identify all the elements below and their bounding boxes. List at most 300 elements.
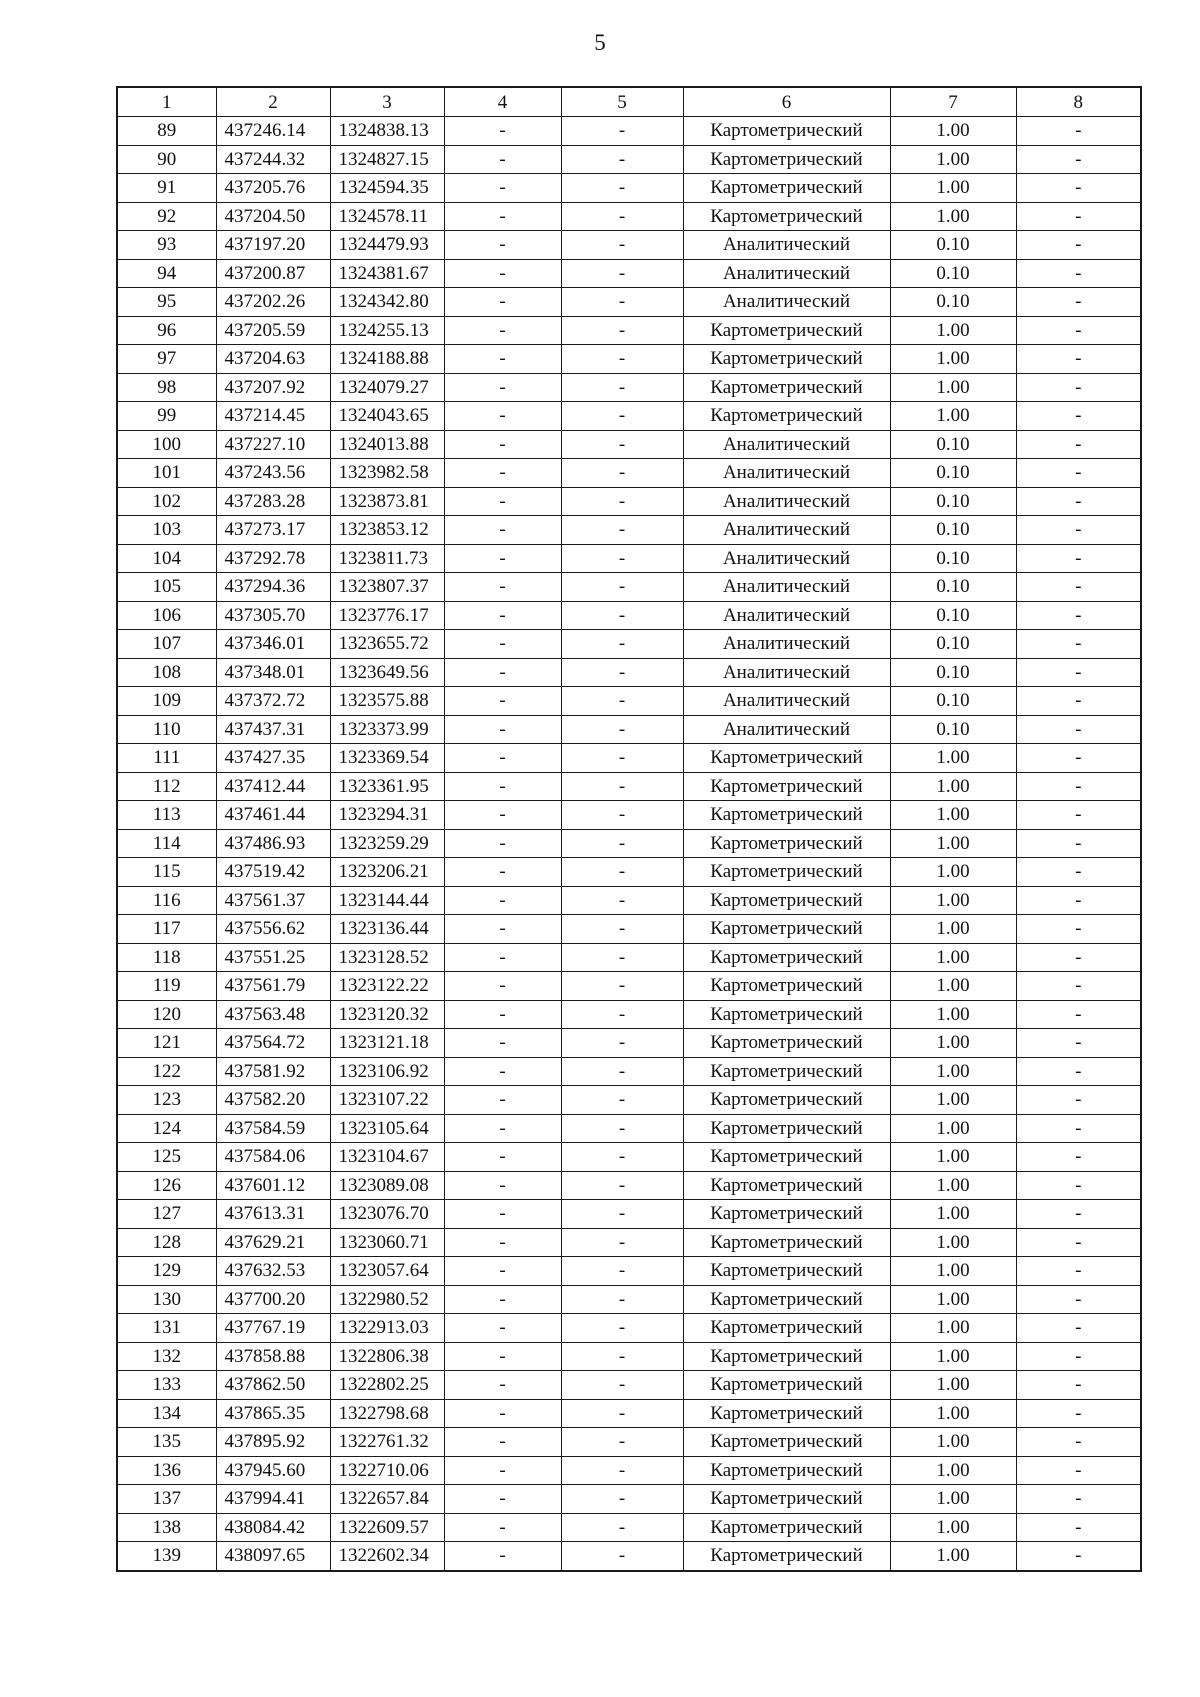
accuracy-cell: 1.00 (890, 145, 1016, 174)
column-8-cell: - (1016, 1542, 1141, 1571)
column-4-cell: - (444, 1057, 561, 1086)
y-coordinate-cell: 1323294.31 (330, 801, 444, 830)
point-number-cell: 121 (117, 1029, 216, 1058)
column-4-cell: - (444, 1171, 561, 1200)
column-4-cell: - (444, 1285, 561, 1314)
table-row (117, 259, 1141, 288)
column-8-cell: - (1016, 1057, 1141, 1086)
point-number-cell: 114 (117, 829, 216, 858)
x-coordinate-cell: 437865.35 (216, 1399, 330, 1428)
y-coordinate-cell: 1324255.13 (330, 316, 444, 345)
column-4-cell: - (444, 943, 561, 972)
column-5-cell: - (561, 174, 683, 203)
accuracy-cell: 0.10 (890, 259, 1016, 288)
column-4-cell: - (444, 1200, 561, 1229)
accuracy-cell: 0.10 (890, 459, 1016, 488)
table-row (117, 402, 1141, 431)
accuracy-cell: 1.00 (890, 316, 1016, 345)
point-number-cell: 113 (117, 801, 216, 830)
column-4-cell: - (444, 544, 561, 573)
column-8-cell: - (1016, 117, 1141, 146)
y-coordinate-cell: 1322798.68 (330, 1399, 444, 1428)
method-cell: Аналитический (683, 430, 890, 459)
x-coordinate-cell: 437244.32 (216, 145, 330, 174)
table-row (117, 1000, 1141, 1029)
column-5-cell: - (561, 630, 683, 659)
point-number-cell: 96 (117, 316, 216, 345)
column-4-cell: - (444, 402, 561, 431)
x-coordinate-cell: 437273.17 (216, 516, 330, 545)
column-5-cell: - (561, 1428, 683, 1457)
column-4-cell: - (444, 487, 561, 516)
column-5-cell: - (561, 1285, 683, 1314)
column-8-cell: - (1016, 430, 1141, 459)
x-coordinate-cell: 437346.01 (216, 630, 330, 659)
table-row (117, 772, 1141, 801)
column-8-cell: - (1016, 1171, 1141, 1200)
point-number-cell: 129 (117, 1257, 216, 1286)
column-5-cell: - (561, 402, 683, 431)
y-coordinate-cell: 1323811.73 (330, 544, 444, 573)
y-coordinate-cell: 1323206.21 (330, 858, 444, 887)
method-cell: Картометрический (683, 972, 890, 1001)
x-coordinate-cell: 437994.41 (216, 1485, 330, 1514)
method-cell: Картометрический (683, 202, 890, 231)
table-row (117, 1057, 1141, 1086)
column-8-cell: - (1016, 715, 1141, 744)
point-number-cell: 107 (117, 630, 216, 659)
accuracy-cell: 1.00 (890, 1029, 1016, 1058)
column-5-cell: - (561, 1000, 683, 1029)
column-8-cell: - (1016, 1029, 1141, 1058)
point-number-cell: 120 (117, 1000, 216, 1029)
accuracy-cell: 1.00 (890, 1399, 1016, 1428)
column-5-cell: - (561, 1257, 683, 1286)
table-row (117, 316, 1141, 345)
column-header: 8 (1016, 87, 1141, 117)
column-5-cell: - (561, 687, 683, 716)
x-coordinate-cell: 437551.25 (216, 943, 330, 972)
table-row (117, 1114, 1141, 1143)
y-coordinate-cell: 1323259.29 (330, 829, 444, 858)
column-header: 7 (890, 87, 1016, 117)
table-row (117, 715, 1141, 744)
x-coordinate-cell: 437584.59 (216, 1114, 330, 1143)
column-4-cell: - (444, 1542, 561, 1571)
y-coordinate-cell: 1324079.27 (330, 373, 444, 402)
point-number-cell: 127 (117, 1200, 216, 1229)
column-4-cell: - (444, 858, 561, 887)
y-coordinate-cell: 1322806.38 (330, 1342, 444, 1371)
point-number-cell: 122 (117, 1057, 216, 1086)
column-5-cell: - (561, 373, 683, 402)
point-number-cell: 91 (117, 174, 216, 203)
table-row (117, 1029, 1141, 1058)
table-row (117, 1542, 1141, 1571)
x-coordinate-cell: 437200.87 (216, 259, 330, 288)
column-5-cell: - (561, 145, 683, 174)
point-number-cell: 94 (117, 259, 216, 288)
accuracy-cell: 0.10 (890, 573, 1016, 602)
method-cell: Картометрический (683, 345, 890, 374)
point-number-cell: 98 (117, 373, 216, 402)
column-4-cell: - (444, 1456, 561, 1485)
column-4-cell: - (444, 1314, 561, 1343)
table-row (117, 1086, 1141, 1115)
column-4-cell: - (444, 373, 561, 402)
y-coordinate-cell: 1323128.52 (330, 943, 444, 972)
accuracy-cell: 0.10 (890, 601, 1016, 630)
y-coordinate-cell: 1323649.56 (330, 658, 444, 687)
x-coordinate-cell: 437767.19 (216, 1314, 330, 1343)
column-4-cell: - (444, 1513, 561, 1542)
column-5-cell: - (561, 1086, 683, 1115)
method-cell: Аналитический (683, 288, 890, 317)
accuracy-cell: 0.10 (890, 544, 1016, 573)
column-4-cell: - (444, 316, 561, 345)
point-number-cell: 118 (117, 943, 216, 972)
column-4-cell: - (444, 345, 561, 374)
column-8-cell: - (1016, 829, 1141, 858)
x-coordinate-cell: 437945.60 (216, 1456, 330, 1485)
x-coordinate-cell: 437700.20 (216, 1285, 330, 1314)
column-8-cell: - (1016, 1371, 1141, 1400)
column-4-cell: - (444, 1428, 561, 1457)
column-8-cell: - (1016, 1399, 1141, 1428)
accuracy-cell: 1.00 (890, 1114, 1016, 1143)
x-coordinate-cell: 437563.48 (216, 1000, 330, 1029)
column-8-cell: - (1016, 1257, 1141, 1286)
point-number-cell: 117 (117, 915, 216, 944)
column-5-cell: - (561, 1114, 683, 1143)
column-4-cell: - (444, 1342, 561, 1371)
column-5-cell: - (561, 1057, 683, 1086)
y-coordinate-cell: 1323106.92 (330, 1057, 444, 1086)
point-number-cell: 112 (117, 772, 216, 801)
method-cell: Картометрический (683, 801, 890, 830)
column-4-cell: - (444, 715, 561, 744)
column-8-cell: - (1016, 174, 1141, 203)
x-coordinate-cell: 437519.42 (216, 858, 330, 887)
x-coordinate-cell: 437205.76 (216, 174, 330, 203)
method-cell: Картометрический (683, 1285, 890, 1314)
accuracy-cell: 1.00 (890, 1257, 1016, 1286)
column-8-cell: - (1016, 259, 1141, 288)
y-coordinate-cell: 1322913.03 (330, 1314, 444, 1343)
method-cell: Картометрический (683, 744, 890, 773)
accuracy-cell: 0.10 (890, 288, 1016, 317)
accuracy-cell: 0.10 (890, 715, 1016, 744)
x-coordinate-cell: 437197.20 (216, 231, 330, 260)
column-5-cell: - (561, 1342, 683, 1371)
table-row (117, 886, 1141, 915)
table-row (117, 943, 1141, 972)
column-4-cell: - (444, 231, 561, 260)
x-coordinate-cell: 437582.20 (216, 1086, 330, 1115)
table-row (117, 1342, 1141, 1371)
x-coordinate-cell: 437283.28 (216, 487, 330, 516)
accuracy-cell: 0.10 (890, 687, 1016, 716)
page-number: 5 (594, 30, 606, 55)
method-cell: Картометрический (683, 174, 890, 203)
point-number-cell: 115 (117, 858, 216, 887)
x-coordinate-cell: 437207.92 (216, 373, 330, 402)
y-coordinate-cell: 1322980.52 (330, 1285, 444, 1314)
table-row (117, 744, 1141, 773)
column-4-cell: - (444, 117, 561, 146)
column-8-cell: - (1016, 231, 1141, 260)
point-number-cell: 133 (117, 1371, 216, 1400)
method-cell: Картометрический (683, 1000, 890, 1029)
method-cell: Картометрический (683, 829, 890, 858)
point-number-cell: 95 (117, 288, 216, 317)
column-5-cell: - (561, 1314, 683, 1343)
column-8-cell: - (1016, 1485, 1141, 1514)
x-coordinate-cell: 437205.59 (216, 316, 330, 345)
column-5-cell: - (561, 516, 683, 545)
column-4-cell: - (444, 573, 561, 602)
method-cell: Картометрический (683, 1171, 890, 1200)
method-cell: Картометрический (683, 1114, 890, 1143)
x-coordinate-cell: 438097.65 (216, 1542, 330, 1571)
accuracy-cell: 1.00 (890, 858, 1016, 887)
y-coordinate-cell: 1323076.70 (330, 1200, 444, 1229)
column-4-cell: - (444, 601, 561, 630)
point-number-cell: 132 (117, 1342, 216, 1371)
x-coordinate-cell: 437858.88 (216, 1342, 330, 1371)
y-coordinate-cell: 1323060.71 (330, 1228, 444, 1257)
point-number-cell: 138 (117, 1513, 216, 1542)
column-5-cell: - (561, 772, 683, 801)
point-number-cell: 99 (117, 402, 216, 431)
accuracy-cell: 1.00 (890, 772, 1016, 801)
table-row (117, 573, 1141, 602)
method-cell: Картометрический (683, 886, 890, 915)
x-coordinate-cell: 437862.50 (216, 1371, 330, 1400)
method-cell: Картометрический (683, 858, 890, 887)
column-4-cell: - (444, 459, 561, 488)
table-row (117, 972, 1141, 1001)
method-cell: Картометрический (683, 1399, 890, 1428)
accuracy-cell: 1.00 (890, 402, 1016, 431)
method-cell: Картометрический (683, 943, 890, 972)
column-4-cell: - (444, 1029, 561, 1058)
y-coordinate-cell: 1322761.32 (330, 1428, 444, 1457)
x-coordinate-cell: 437204.63 (216, 345, 330, 374)
column-4-cell: - (444, 772, 561, 801)
column-8-cell: - (1016, 1513, 1141, 1542)
y-coordinate-cell: 1323107.22 (330, 1086, 444, 1115)
point-number-cell: 124 (117, 1114, 216, 1143)
y-coordinate-cell: 1323104.67 (330, 1143, 444, 1172)
point-number-cell: 93 (117, 231, 216, 260)
point-number-cell: 103 (117, 516, 216, 545)
x-coordinate-cell: 437561.37 (216, 886, 330, 915)
y-coordinate-cell: 1323369.54 (330, 744, 444, 773)
column-header: 5 (561, 87, 683, 117)
column-8-cell: - (1016, 459, 1141, 488)
accuracy-cell: 1.00 (890, 943, 1016, 972)
column-8-cell: - (1016, 858, 1141, 887)
y-coordinate-cell: 1324013.88 (330, 430, 444, 459)
column-5-cell: - (561, 858, 683, 887)
accuracy-cell: 1.00 (890, 915, 1016, 944)
accuracy-cell: 1.00 (890, 1342, 1016, 1371)
method-cell: Картометрический (683, 1428, 890, 1457)
method-cell: Аналитический (683, 516, 890, 545)
method-cell: Аналитический (683, 601, 890, 630)
point-number-cell: 100 (117, 430, 216, 459)
accuracy-cell: 1.00 (890, 829, 1016, 858)
column-5-cell: - (561, 1513, 683, 1542)
column-5-cell: - (561, 601, 683, 630)
method-cell: Картометрический (683, 1228, 890, 1257)
column-4-cell: - (444, 801, 561, 830)
point-number-cell: 110 (117, 715, 216, 744)
table-row (117, 202, 1141, 231)
method-cell: Аналитический (683, 658, 890, 687)
column-5-cell: - (561, 1029, 683, 1058)
column-8-cell: - (1016, 1086, 1141, 1115)
column-5-cell: - (561, 658, 683, 687)
accuracy-cell: 1.00 (890, 972, 1016, 1001)
x-coordinate-cell: 437372.72 (216, 687, 330, 716)
y-coordinate-cell: 1323373.99 (330, 715, 444, 744)
column-5-cell: - (561, 459, 683, 488)
accuracy-cell: 1.00 (890, 1143, 1016, 1172)
method-cell: Картометрический (683, 117, 890, 146)
accuracy-cell: 1.00 (890, 202, 1016, 231)
table-row (117, 1257, 1141, 1286)
y-coordinate-cell: 1323144.44 (330, 886, 444, 915)
column-5-cell: - (561, 886, 683, 915)
column-5-cell: - (561, 487, 683, 516)
table-row (117, 1143, 1141, 1172)
x-coordinate-cell: 437632.53 (216, 1257, 330, 1286)
table-row (117, 288, 1141, 317)
table-row (117, 601, 1141, 630)
method-cell: Картометрический (683, 915, 890, 944)
method-cell: Картометрический (683, 1456, 890, 1485)
method-cell: Картометрический (683, 1143, 890, 1172)
column-5-cell: - (561, 972, 683, 1001)
accuracy-cell: 1.00 (890, 174, 1016, 203)
column-8-cell: - (1016, 1456, 1141, 1485)
table-row (117, 829, 1141, 858)
column-4-cell: - (444, 516, 561, 545)
column-5-cell: - (561, 829, 683, 858)
table-row (117, 1399, 1141, 1428)
point-number-cell: 105 (117, 573, 216, 602)
x-coordinate-cell: 437204.50 (216, 202, 330, 231)
column-4-cell: - (444, 744, 561, 773)
column-5-cell: - (561, 316, 683, 345)
method-cell: Картометрический (683, 1371, 890, 1400)
x-coordinate-cell: 437461.44 (216, 801, 330, 830)
column-header: 4 (444, 87, 561, 117)
column-5-cell: - (561, 544, 683, 573)
table-row (117, 858, 1141, 887)
column-5-cell: - (561, 1228, 683, 1257)
method-cell: Картометрический (683, 373, 890, 402)
accuracy-cell: 0.10 (890, 487, 1016, 516)
y-coordinate-cell: 1322657.84 (330, 1485, 444, 1514)
x-coordinate-cell: 437437.31 (216, 715, 330, 744)
accuracy-cell: 0.10 (890, 516, 1016, 545)
table-row (117, 630, 1141, 659)
y-coordinate-cell: 1324838.13 (330, 117, 444, 146)
point-number-cell: 116 (117, 886, 216, 915)
accuracy-cell: 1.00 (890, 373, 1016, 402)
method-cell: Картометрический (683, 1200, 890, 1229)
point-number-cell: 92 (117, 202, 216, 231)
point-number-cell: 128 (117, 1228, 216, 1257)
table-row (117, 544, 1141, 573)
table-row (117, 231, 1141, 260)
method-cell: Картометрический (683, 1513, 890, 1542)
accuracy-cell: 0.10 (890, 231, 1016, 260)
column-8-cell: - (1016, 1228, 1141, 1257)
method-cell: Аналитический (683, 630, 890, 659)
y-coordinate-cell: 1322609.57 (330, 1513, 444, 1542)
table-row (117, 1228, 1141, 1257)
point-number-cell: 119 (117, 972, 216, 1001)
column-5-cell: - (561, 1371, 683, 1400)
x-coordinate-cell: 437613.31 (216, 1200, 330, 1229)
column-8-cell: - (1016, 487, 1141, 516)
y-coordinate-cell: 1324578.11 (330, 202, 444, 231)
table-row (117, 145, 1141, 174)
column-8-cell: - (1016, 1342, 1141, 1371)
method-cell: Картометрический (683, 1485, 890, 1514)
column-5-cell: - (561, 231, 683, 260)
column-4-cell: - (444, 829, 561, 858)
accuracy-cell: 1.00 (890, 1057, 1016, 1086)
y-coordinate-cell: 1324342.80 (330, 288, 444, 317)
method-cell: Аналитический (683, 459, 890, 488)
column-8-cell: - (1016, 1143, 1141, 1172)
point-number-cell: 135 (117, 1428, 216, 1457)
column-5-cell: - (561, 1200, 683, 1229)
column-4-cell: - (444, 174, 561, 203)
column-5-cell: - (561, 1143, 683, 1172)
y-coordinate-cell: 1323089.08 (330, 1171, 444, 1200)
method-cell: Аналитический (683, 231, 890, 260)
table-row (117, 1371, 1141, 1400)
column-8-cell: - (1016, 1200, 1141, 1229)
column-8-cell: - (1016, 145, 1141, 174)
accuracy-cell: 1.00 (890, 744, 1016, 773)
point-number-cell: 126 (117, 1171, 216, 1200)
table-row (117, 345, 1141, 374)
column-4-cell: - (444, 1000, 561, 1029)
column-5-cell: - (561, 573, 683, 602)
table-row (117, 1513, 1141, 1542)
column-5-cell: - (561, 801, 683, 830)
table-row (117, 487, 1141, 516)
x-coordinate-cell: 437581.92 (216, 1057, 330, 1086)
accuracy-cell: 1.00 (890, 1371, 1016, 1400)
column-8-cell: - (1016, 886, 1141, 915)
accuracy-cell: 1.00 (890, 1000, 1016, 1029)
column-5-cell: - (561, 288, 683, 317)
column-4-cell: - (444, 259, 561, 288)
y-coordinate-cell: 1323776.17 (330, 601, 444, 630)
point-number-cell: 104 (117, 544, 216, 573)
column-4-cell: - (444, 1086, 561, 1115)
column-8-cell: - (1016, 1314, 1141, 1343)
method-cell: Аналитический (683, 487, 890, 516)
